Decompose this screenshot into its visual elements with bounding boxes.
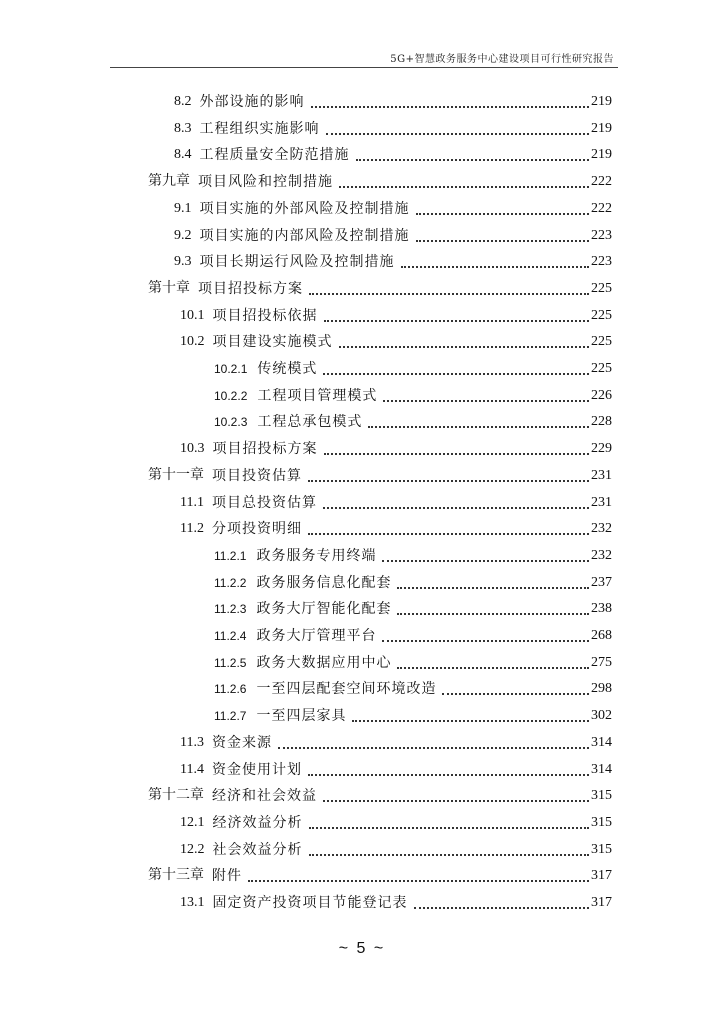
- toc-entry[interactable]: [214, 380, 612, 406]
- toc-entry-title: 政务大数据应用中心: [256, 655, 392, 671]
- toc-entry[interactable]: [180, 513, 612, 539]
- dot-leader: [397, 667, 589, 669]
- toc-entry-title: 外部设施的影响: [199, 94, 305, 110]
- toc-entry-title: 政务大厅管理平台: [256, 628, 377, 644]
- toc-entry-number: 12.2: [180, 842, 205, 857]
- toc-entry-number: 11.2.7: [214, 709, 247, 723]
- dot-leader: [382, 560, 589, 562]
- dot-leader: [352, 720, 589, 722]
- toc-entry-page: 225: [591, 281, 612, 296]
- toc-entry[interactable]: [174, 220, 612, 246]
- dot-leader: [397, 587, 589, 589]
- toc-entry-number: 11.2.1: [214, 549, 247, 563]
- toc-entry-page: 238: [591, 601, 612, 616]
- dot-leader: [308, 480, 589, 482]
- dot-leader: [309, 293, 589, 295]
- toc-entry[interactable]: [148, 166, 612, 192]
- toc-entry[interactable]: [148, 460, 612, 486]
- dot-leader: [397, 613, 589, 615]
- toc-entry-title: 一至四层配套空间环境改造: [256, 681, 437, 697]
- toc-entry[interactable]: [148, 860, 612, 886]
- dot-leader: [278, 747, 589, 749]
- dot-leader: [414, 907, 590, 909]
- toc-entry[interactable]: [148, 273, 612, 299]
- dot-leader: [368, 426, 589, 428]
- toc-entry-page: 275: [591, 655, 612, 670]
- dot-leader: [308, 774, 589, 776]
- toc-entry-page: 314: [591, 735, 612, 750]
- toc-entry[interactable]: [180, 754, 612, 780]
- toc-entry-title: 工程总承包模式: [257, 414, 363, 430]
- toc-entry-title: 资金来源: [211, 735, 272, 751]
- toc-entry-number: 10.2.3: [214, 415, 248, 429]
- dot-leader: [416, 240, 590, 242]
- toc-entry[interactable]: [180, 326, 612, 352]
- toc-entry[interactable]: [180, 433, 612, 459]
- toc-entry-page: 226: [591, 388, 612, 403]
- toc-entry[interactable]: [214, 620, 612, 646]
- toc-entry-number: 11.2.6: [214, 682, 247, 696]
- toc-entry[interactable]: [214, 567, 612, 593]
- dot-leader: [382, 640, 589, 642]
- toc-entry[interactable]: [214, 700, 612, 726]
- toc-entry-number: 第十三章: [148, 868, 204, 883]
- toc-entry[interactable]: [214, 593, 612, 619]
- toc-entry-title: 项目招投标依据: [212, 308, 318, 324]
- toc-entry-number: 第九章: [148, 174, 190, 189]
- toc-entry-number: 8.2: [174, 94, 192, 109]
- toc-entry-title: 经济和社会效益: [212, 788, 317, 804]
- toc-entry[interactable]: [174, 246, 612, 272]
- toc-entry-title: 项目招投标方案: [198, 281, 303, 297]
- dot-leader: [416, 213, 590, 215]
- toc-entry-page: 223: [591, 228, 612, 243]
- toc-entry-title: 项目长期运行风险及控制措施: [199, 254, 395, 270]
- toc-entry-page: 315: [591, 788, 612, 803]
- toc-entry-title: 政务大厅智能化配套: [256, 601, 392, 617]
- toc-entry[interactable]: [180, 887, 612, 913]
- toc-entry[interactable]: [174, 113, 612, 139]
- toc-entry-page: 228: [591, 414, 612, 429]
- toc-entry-page: 225: [591, 308, 612, 323]
- dot-leader: [324, 320, 590, 322]
- toc-entry-page: 317: [591, 895, 612, 910]
- toc-entry[interactable]: [180, 300, 612, 326]
- toc-entry-title: 项目实施的外部风险及控制措施: [199, 201, 410, 217]
- toc-entry-number: 8.4: [174, 147, 192, 162]
- dot-leader: [308, 533, 589, 535]
- toc-entry-title: 分项投资明细: [211, 521, 302, 537]
- toc-entry-page: 231: [591, 495, 612, 510]
- dot-leader: [356, 159, 590, 161]
- toc-entry-title: 项目实施的内部风险及控制措施: [199, 228, 410, 244]
- toc-entry-title: 工程组织实施影响: [199, 121, 320, 137]
- toc-entry[interactable]: [174, 139, 612, 165]
- toc-entry-number: 10.1: [180, 308, 205, 323]
- toc-entry-page: 268: [591, 628, 612, 643]
- toc-entry-number: 9.2: [174, 228, 192, 243]
- toc-entry[interactable]: [180, 807, 612, 833]
- toc-entry-page: 298: [591, 681, 612, 696]
- dot-leader: [323, 507, 589, 509]
- toc-entry-title: 固定资产投资项目节能登记表: [212, 895, 408, 911]
- toc-entry-page: 223: [591, 254, 612, 269]
- toc-entry-number: 9.1: [174, 201, 192, 216]
- toc-entry-number: 10.2.2: [214, 389, 248, 403]
- toc-entry[interactable]: [174, 86, 612, 112]
- toc-entry-title: 一至四层家具: [256, 708, 347, 724]
- toc-entry[interactable]: [180, 487, 612, 513]
- toc-entry-number: 11.1: [180, 495, 204, 510]
- dot-leader: [248, 880, 589, 882]
- toc-entry-page: 219: [591, 121, 612, 136]
- dot-leader: [323, 373, 589, 375]
- toc-entry[interactable]: [214, 673, 612, 699]
- toc-entry-page: 219: [591, 94, 612, 109]
- toc-entry-page: 232: [591, 521, 612, 536]
- toc-entry-page: 317: [591, 868, 612, 883]
- toc-entry-page: 302: [591, 708, 612, 723]
- toc-entry-number: 11.4: [180, 762, 204, 777]
- toc-entry-number: 第十章: [148, 281, 190, 296]
- toc-entry-title: 工程质量安全防范措施: [199, 147, 350, 163]
- dot-leader: [442, 693, 589, 695]
- dot-leader: [324, 453, 590, 455]
- dot-leader: [323, 800, 589, 802]
- toc-entry-title: 项目投资估算: [212, 468, 302, 484]
- toc-entry-number: 第十一章: [148, 468, 204, 483]
- toc-entry-number: 11.2: [180, 521, 204, 536]
- dot-leader: [383, 400, 589, 402]
- toc-entry[interactable]: [214, 353, 612, 379]
- toc-entry-page: 219: [591, 147, 612, 162]
- toc-entry-page: 232: [591, 548, 612, 563]
- toc-entry-title: 附件: [212, 868, 242, 884]
- toc-entry-page: 222: [591, 174, 612, 189]
- toc-entry-number: 11.2.4: [214, 629, 247, 643]
- toc-entry-number: 11.2.2: [214, 576, 247, 590]
- dot-leader: [401, 266, 590, 268]
- toc-entry-page: 225: [591, 334, 612, 349]
- toc-entry-number: 10.2.1: [214, 362, 248, 376]
- toc-entry[interactable]: [214, 406, 612, 432]
- toc-entry-number: 9.3: [174, 254, 192, 269]
- toc-entry-page: 237: [591, 575, 612, 590]
- toc-entry-number: 11.2.3: [214, 602, 247, 616]
- toc-entry-title: 政务服务专用终端: [256, 548, 377, 564]
- dot-leader: [339, 346, 590, 348]
- toc-entry[interactable]: [180, 727, 612, 753]
- toc-entry-number: 11.2.5: [214, 656, 247, 670]
- header-rule: [110, 67, 618, 68]
- toc-entry-number: 13.1: [180, 895, 205, 910]
- toc-entry[interactable]: [214, 647, 612, 673]
- toc-entry[interactable]: [148, 780, 612, 806]
- dot-leader: [311, 106, 590, 108]
- toc-entry-title: 传统模式: [257, 361, 318, 377]
- toc-entry-title: 项目风险和控制措施: [198, 174, 333, 190]
- toc-entry-number: 第十二章: [148, 788, 204, 803]
- toc-entry-title: 经济效益分析: [212, 815, 303, 831]
- toc-entry-page: 314: [591, 762, 612, 777]
- toc-entry-number: 12.1: [180, 815, 205, 830]
- toc-entry-page: 225: [591, 361, 612, 376]
- toc-entry-title: 资金使用计划: [211, 762, 302, 778]
- toc-entry[interactable]: [180, 834, 612, 860]
- toc-entry[interactable]: [174, 193, 612, 219]
- dot-leader: [326, 133, 590, 135]
- running-header: 5G+智慧政务服务中心建设项目可行性研究报告: [390, 54, 614, 65]
- toc-entry-number: 10.2: [180, 334, 205, 349]
- toc-entry-title: 工程项目管理模式: [257, 388, 378, 404]
- toc-entry[interactable]: [214, 540, 612, 566]
- toc-entry-number: 11.3: [180, 735, 204, 750]
- dot-leader: [309, 827, 590, 829]
- toc-entry-title: 项目建设实施模式: [212, 334, 333, 350]
- dot-leader: [309, 854, 590, 856]
- toc-entry-title: 社会效益分析: [212, 842, 303, 858]
- dot-leader: [339, 186, 589, 188]
- toc-entry-number: 8.3: [174, 121, 192, 136]
- toc-entry-page: 315: [591, 842, 612, 857]
- toc-entry-page: 315: [591, 815, 612, 830]
- toc-entry-title: 项目招投标方案: [212, 441, 318, 457]
- toc-entry-page: 222: [591, 201, 612, 216]
- page-number: ~ 5 ~: [338, 940, 386, 957]
- toc-entry-title: 项目总投资估算: [211, 495, 317, 511]
- toc-entry-number: 10.3: [180, 441, 205, 456]
- toc-entry-title: 政务服务信息化配套: [256, 575, 392, 591]
- toc-entry-page: 229: [591, 441, 612, 456]
- toc-entry-page: 231: [591, 468, 612, 483]
